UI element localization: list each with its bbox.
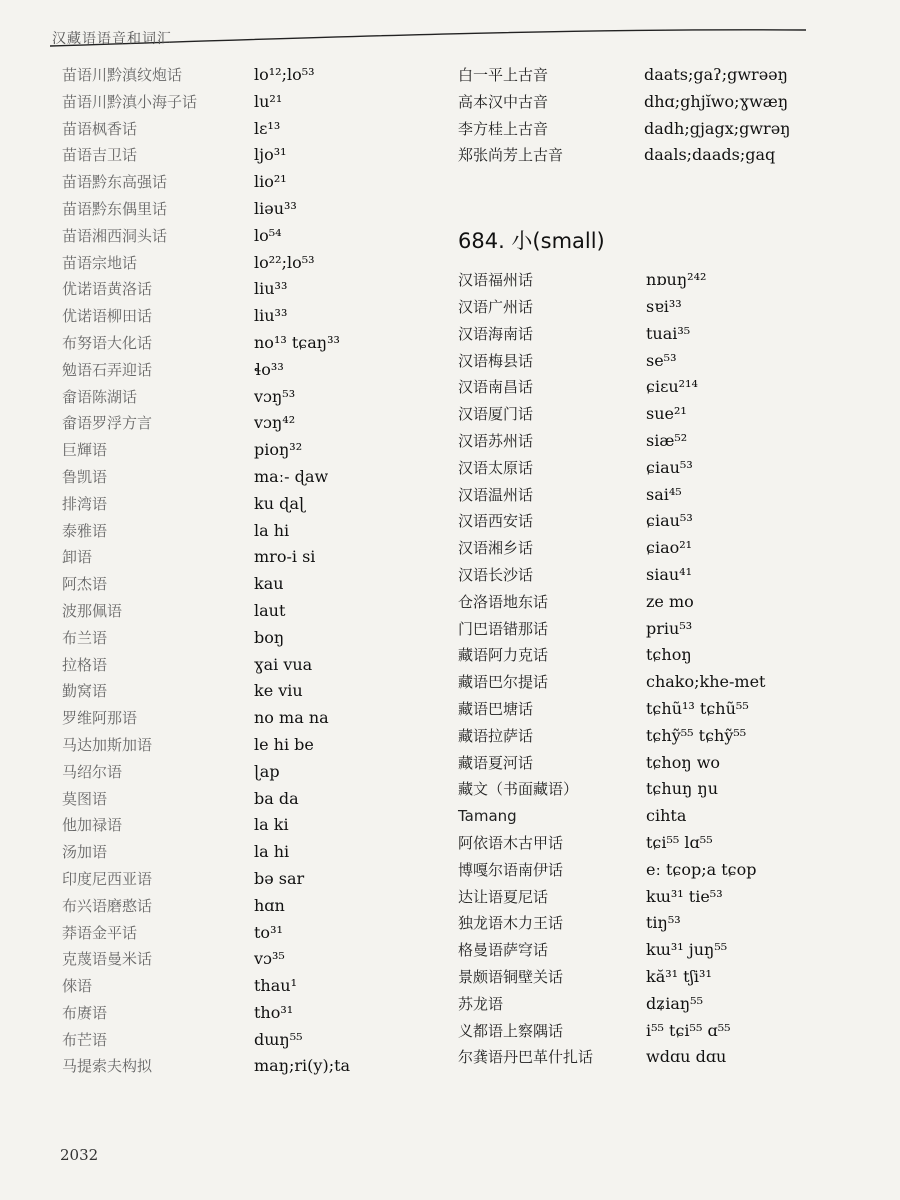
language-name: 拉格语: [62, 655, 108, 674]
language-name: 苗语吉卫话: [62, 146, 138, 165]
language-name: 门巴语错那话: [458, 619, 549, 638]
language-name: 泰雅语: [62, 521, 108, 540]
word-form: eː tɕop;a tɕop: [646, 859, 757, 879]
entry-row: [458, 937, 858, 964]
entry-row: [458, 401, 858, 428]
language-name: Tamang: [458, 807, 517, 826]
language-name: 义都语上察隅话: [458, 1021, 564, 1040]
entry-row: [458, 803, 858, 830]
word-form: tɕhỹ⁵⁵ tɕhỹ⁵⁵: [646, 725, 747, 745]
language-name: 达让语夏尼话: [458, 887, 549, 906]
entry-row: [458, 642, 858, 669]
language-name: 苗语川黔滇小海子话: [62, 92, 198, 111]
language-name: 藏语巴塘话: [458, 699, 534, 718]
entry-row: [458, 1044, 858, 1071]
word-form: hɑn: [254, 895, 285, 915]
word-form: liu³³: [254, 306, 288, 326]
word-form: boŋ: [254, 627, 285, 647]
word-form: thau¹: [254, 976, 297, 996]
language-name: 阿杰语: [62, 575, 108, 594]
word-form: ɬo³³: [254, 359, 284, 379]
entry-row: [62, 330, 442, 357]
language-name: 李方桂上古音: [458, 119, 549, 138]
word-form: tɕhoŋ: [646, 645, 692, 665]
entry-row: [62, 384, 442, 411]
language-name: 他加禄语: [62, 816, 123, 835]
language-name: 高本汉中古音: [458, 92, 549, 111]
entry-row: [458, 669, 858, 696]
word-form: ɣai vua: [254, 654, 313, 674]
word-form: dhɑ;ghjĭwo;ɣwæŋ: [644, 91, 789, 111]
language-name: 莽语金平话: [62, 923, 138, 942]
entry-row: [458, 696, 858, 723]
language-name: 苗语枫香话: [62, 119, 138, 138]
word-form: no¹³ tɕaŋ³³: [254, 332, 340, 352]
language-name: 景颇语铜壁关话: [458, 967, 564, 986]
entry-row: [62, 839, 442, 866]
language-name: 汉语福州话: [458, 271, 534, 290]
entry-row: [62, 571, 442, 598]
entry-row: [458, 776, 858, 803]
word-form: pioŋ³²: [254, 440, 303, 460]
word-form: la hi: [254, 520, 290, 540]
word-form: maː- ɖaw: [254, 466, 329, 486]
entry-row: [62, 169, 442, 196]
language-name: 汉语长沙话: [458, 565, 534, 584]
word-form: kau: [254, 574, 284, 594]
entry-row: [458, 428, 858, 455]
word-form: tɕhuŋ ŋu: [646, 779, 718, 799]
word-form: kɯ³¹ juŋ⁵⁵: [646, 940, 728, 960]
language-name: 优诺语柳田话: [62, 307, 153, 326]
entry-row: [62, 116, 442, 143]
running-head: 汉藏语语音和词汇: [52, 31, 172, 47]
word-form: ljo³¹: [254, 145, 287, 165]
entry-row: [62, 491, 442, 518]
entry-row: [62, 652, 442, 679]
entry-row: [458, 750, 858, 777]
entry-row: [62, 518, 442, 545]
entry-row: [458, 142, 858, 169]
word-form: ze mo: [646, 591, 694, 611]
word-form: vɔ³⁵: [254, 949, 285, 969]
word-form: siau⁴¹: [646, 564, 692, 584]
language-name: 布赓语: [62, 1003, 108, 1022]
word-form: daats;gaʔ;gwrəəŋ: [644, 65, 788, 84]
language-name: 畲语陈湖话: [62, 387, 138, 406]
language-name: 阿依语木古甲话: [458, 833, 564, 852]
language-name: 苗语黔东高强话: [62, 173, 168, 192]
word-form: i⁵⁵ tɕi⁵⁵ ɑ⁵⁵: [646, 1020, 731, 1040]
word-form: la ki: [254, 815, 289, 835]
language-name: 苏龙语: [458, 994, 504, 1013]
entry-row: [458, 991, 858, 1018]
entry-row: [62, 946, 442, 973]
language-name: 郑张尚芳上古音: [458, 146, 564, 165]
entry-row: [62, 920, 442, 947]
language-name: 汉语太原话: [458, 458, 534, 477]
word-form: daals;daads;gaq: [644, 145, 776, 165]
entry-row: [62, 812, 442, 839]
entry-row: [458, 589, 858, 616]
language-name: 苗语湘西洞头话: [62, 226, 168, 245]
entry-row: [62, 866, 442, 893]
word-form: vɔŋ⁴²: [254, 413, 296, 433]
entry-row: [62, 62, 442, 89]
left-column: [62, 62, 442, 1080]
word-form: ɕiau⁵³: [646, 511, 693, 531]
language-name: 仓洛语地东话: [458, 592, 549, 611]
word-form: sai⁴⁵: [646, 484, 682, 504]
word-form: tiŋ⁵³: [646, 913, 681, 933]
word-form: lo²²;lo⁵³: [254, 252, 315, 272]
language-name: 莫图语: [62, 789, 108, 808]
entry-row: [62, 142, 442, 169]
entry-row: [62, 732, 442, 759]
word-form: ɭap: [254, 761, 280, 781]
word-form: nɒuŋ²⁴²: [646, 270, 707, 290]
entry-row: [62, 464, 442, 491]
language-name: 格曼语萨穹话: [458, 941, 549, 960]
language-name: 独龙语木力王话: [458, 914, 564, 933]
entry-row: [458, 508, 858, 535]
entry-row: [458, 62, 858, 89]
entry-row: [458, 884, 858, 911]
entry-row: [62, 786, 442, 813]
language-name: 排湾语: [62, 494, 108, 513]
entry-row: [62, 89, 442, 116]
language-name: 汉语温州话: [458, 485, 534, 504]
language-name: 勉语石弄迎话: [62, 360, 153, 379]
language-name: 马达加斯加语: [62, 735, 153, 754]
word-form: wdɑu dɑu: [646, 1047, 727, 1067]
language-name: 布兴语磨憨话: [62, 896, 153, 915]
entry-row: [62, 1053, 442, 1080]
entry-row: [62, 410, 442, 437]
word-form: cihta: [646, 806, 687, 826]
language-name: 藏文（书面藏语）: [458, 780, 579, 799]
word-form: ba da: [254, 788, 299, 808]
entry-row: [62, 303, 442, 330]
word-form: liəu³³: [254, 198, 297, 218]
word-form: tɕhũ¹³ tɕhũ⁵⁵: [646, 698, 749, 718]
entry-row: [458, 294, 858, 321]
right-column: [458, 62, 858, 1071]
word-form: maŋ;ri(y);ta: [254, 1056, 351, 1076]
word-form: liu³³: [254, 279, 288, 299]
word-form: dadh;gjagx;gwrəŋ: [644, 118, 791, 138]
entry-row: [62, 893, 442, 920]
language-name: 罗维阿那语: [62, 709, 138, 728]
entry-row: [458, 455, 858, 482]
language-name: 布芒语: [62, 1030, 108, 1049]
language-name: 藏语夏河话: [458, 753, 534, 772]
language-name: 汉语广州话: [458, 297, 534, 316]
language-name: 倈语: [62, 977, 93, 996]
entry-row: [62, 196, 442, 223]
entry-row: [458, 116, 858, 143]
word-form: lo⁵⁴: [254, 225, 282, 245]
word-form: ɕiau⁵³: [646, 457, 693, 477]
language-name: 马提索夫构拟: [62, 1057, 153, 1076]
word-form: to³¹: [254, 922, 283, 942]
entry-row: [62, 223, 442, 250]
word-form: ɕiɛu²¹⁴: [646, 377, 698, 397]
language-name: 汤加语: [62, 843, 108, 862]
language-name: 勤窝语: [62, 682, 108, 701]
entry-row: [458, 374, 858, 401]
entry-row: [62, 625, 442, 652]
entry-row: [62, 276, 442, 303]
entry-row: [62, 973, 442, 1000]
entry-row: [62, 437, 442, 464]
entry-row: [458, 321, 858, 348]
language-name: 汉语湘乡话: [458, 539, 534, 558]
word-form: se⁵³: [646, 350, 677, 370]
entry-row: [62, 1027, 442, 1054]
language-name: 汉语厦门话: [458, 405, 534, 424]
language-name: 布兰语: [62, 628, 108, 647]
language-name: 博嘎尔语南伊话: [458, 860, 564, 879]
entry-row: [458, 535, 858, 562]
word-form: dɯŋ⁵⁵: [254, 1029, 303, 1049]
language-name: 汉语苏州话: [458, 431, 534, 450]
language-name: 卸语: [62, 548, 93, 567]
word-form: priu⁵³: [646, 618, 693, 638]
page-number: 2032: [60, 1146, 99, 1164]
language-name: 印度尼西亚语: [62, 869, 153, 888]
word-form: ke viu: [254, 681, 303, 701]
language-name: 优诺语黄洛话: [62, 280, 153, 299]
language-name: 苗语黔东偶里话: [62, 199, 168, 218]
entry-row: [458, 910, 858, 937]
entry-row: [458, 267, 858, 294]
entry-title: 684. 小(small): [458, 229, 605, 254]
language-name: 苗语宗地话: [62, 253, 138, 272]
entry-row: [458, 482, 858, 509]
word-form: chako;khe-met: [646, 672, 766, 692]
word-form: vɔŋ⁵³: [254, 386, 296, 406]
entry-row: [62, 1000, 442, 1027]
word-form: tɕi⁵⁵ lɑ⁵⁵: [646, 832, 713, 852]
language-name: 克蔑语曼米话: [62, 950, 153, 969]
language-name: 汉语海南话: [458, 324, 534, 343]
language-name: 藏语拉萨话: [458, 726, 534, 745]
word-form: lo¹²;lo⁵³: [254, 65, 315, 84]
language-name: 苗语川黔滇纹炮话: [62, 66, 183, 84]
entry-row: [62, 250, 442, 277]
language-name: 布努语大化话: [62, 333, 153, 352]
word-form: ɕiao²¹: [646, 538, 693, 558]
entry-row: [458, 348, 858, 375]
word-form: la hi: [254, 842, 290, 862]
word-form: dʑiaŋ⁵⁵: [646, 993, 703, 1013]
word-form: tɕhoŋ wo: [646, 752, 721, 772]
word-form: sue²¹: [646, 404, 687, 424]
language-name: 汉语南昌话: [458, 378, 534, 397]
word-form: le hi be: [254, 734, 314, 754]
word-form: kă³¹ tʃi³¹: [646, 966, 712, 986]
language-name: 藏语巴尔提话: [458, 673, 549, 692]
entry-row: [458, 562, 858, 589]
entry-row: [458, 1018, 858, 1045]
entry-row: [458, 964, 858, 991]
language-name: 畲语罗浮方言: [62, 414, 153, 433]
word-form: tuai³⁵: [646, 323, 691, 343]
word-form: lio²¹: [254, 172, 287, 192]
entry-row: [62, 598, 442, 625]
entry-row: [62, 705, 442, 732]
language-name: 白一平上古音: [458, 66, 549, 84]
entry-row: [458, 89, 858, 116]
entry-row: [62, 357, 442, 384]
language-name: 鲁凯语: [62, 467, 108, 486]
entry-row: [458, 616, 858, 643]
word-form: tho³¹: [254, 1002, 294, 1022]
entry-row: [458, 857, 858, 884]
entry-row: [62, 678, 442, 705]
language-name: 波那佩语: [62, 601, 123, 620]
entry-row: [458, 723, 858, 750]
word-form: lu²¹: [254, 91, 283, 111]
entry-row: [458, 830, 858, 857]
language-name: 藏语阿力克话: [458, 646, 549, 665]
top-right-entries: [458, 62, 858, 169]
entry-row: [62, 759, 442, 786]
word-form: laut: [254, 600, 286, 620]
word-form: mro-i si: [254, 547, 316, 567]
word-form: no ma na: [254, 708, 329, 728]
language-name: 马绍尔语: [62, 762, 123, 781]
word-form: bə sar: [254, 868, 305, 888]
language-name: 汉语梅县话: [458, 351, 534, 370]
word-form: ku ɖaɭ: [254, 493, 305, 513]
language-name: 汉语西安话: [458, 512, 534, 531]
language-name: 尔龚语丹巴革什扎话: [458, 1048, 594, 1067]
word-form: lɛ¹³: [254, 118, 281, 138]
entry-row: [62, 544, 442, 571]
word-form: sɐi³³: [646, 296, 682, 316]
entry-list: [458, 267, 858, 1071]
language-name: 巨輝语: [62, 441, 108, 460]
word-form: kɯ³¹ tie⁵³: [646, 886, 723, 906]
word-form: siæ⁵²: [646, 430, 688, 450]
